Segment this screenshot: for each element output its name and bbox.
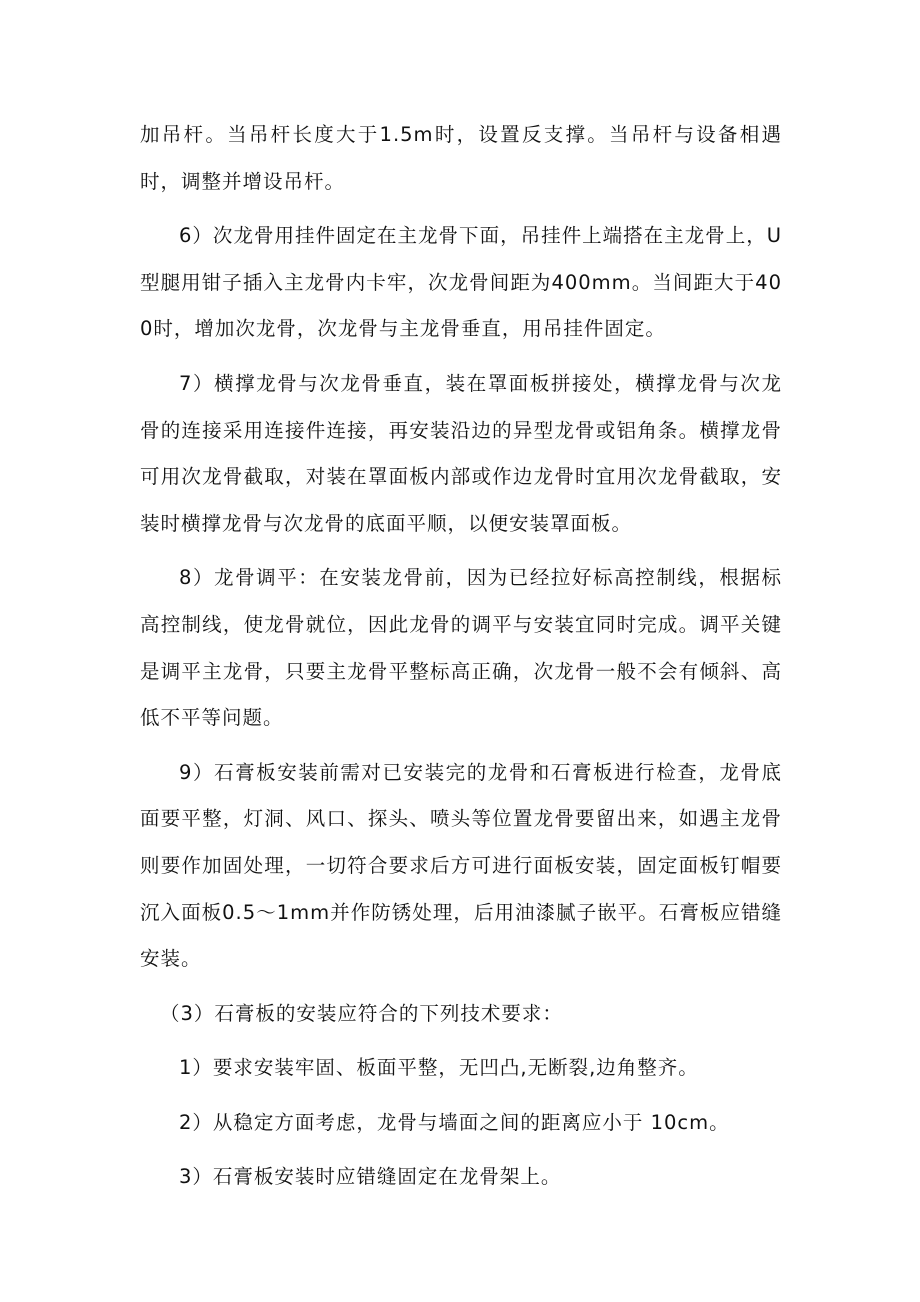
paragraph-item-8: 8）龙骨调平：在安装龙骨前，因为已经拉好标高控制线，根据标高控制线，使龙骨就位，因此龙骨的调平与安装宜同时完成。调平关键是调平主龙骨，只要主龙骨平整标高正确，次龙骨一般不会有倾斜、高低不平等问题。 (140, 566, 782, 730)
section-heading-3: （3）石膏板的安装应符合的下列技术要求： (160, 1001, 563, 1025)
paragraph-continuation: 加吊杆。当吊杆长度大于1.5m时，设置反支撑。当吊杆与设备相遇时，调整并增设吊杆。 (140, 123, 782, 193)
document-body (140, 112, 782, 1209)
paragraph-item-9: 9）石膏板安装前需对已安装完的龙骨和石膏板进行检查，龙骨底面要平整，灯洞、风口、探头、喷头等位置龙骨要留出来，如遇主龙骨则要作加固处理，一切符合要求后方可进行面板安装，固定面板钉帽要沉入面板0.5～1mm并作防锈处理，后用油漆腻子嵌平。石膏板应错缝安装。 (140, 760, 782, 971)
requirement-item-2: 2）从稳定方面考虑，龙骨与墙面之间的距离应小于 10cm。 (179, 1110, 730, 1134)
paragraph-item-7: 7）横撑龙骨与次龙骨垂直，装在罩面板拼接处，横撑龙骨与次龙骨的连接采用连接件连接，再安装沿边的异型龙骨或铝角条。横撑龙骨可用次龙骨截取，对装在罩面板内部或作边龙骨时宜用次龙骨截取，安装时横撑龙骨与次龙骨的底面平顺，以便安装罩面板。 (140, 371, 782, 535)
requirement-item-1: 1）要求安装牢固、板面平整，无凹凸,无断裂,边角整齐。 (179, 1056, 699, 1080)
paragraph-item-6: 6）次龙骨用挂件固定在主龙骨下面，吊挂件上端搭在主龙骨上，U型腿用钳子插入主龙骨内卡牢，次龙骨间距为400mm。当间距大于400时，增加次龙骨，次龙骨与主龙骨垂直，用吊挂件固定。 (140, 224, 782, 341)
requirement-item-3: 3）石膏板安装时应错缝固定在龙骨架上。 (179, 1165, 562, 1189)
